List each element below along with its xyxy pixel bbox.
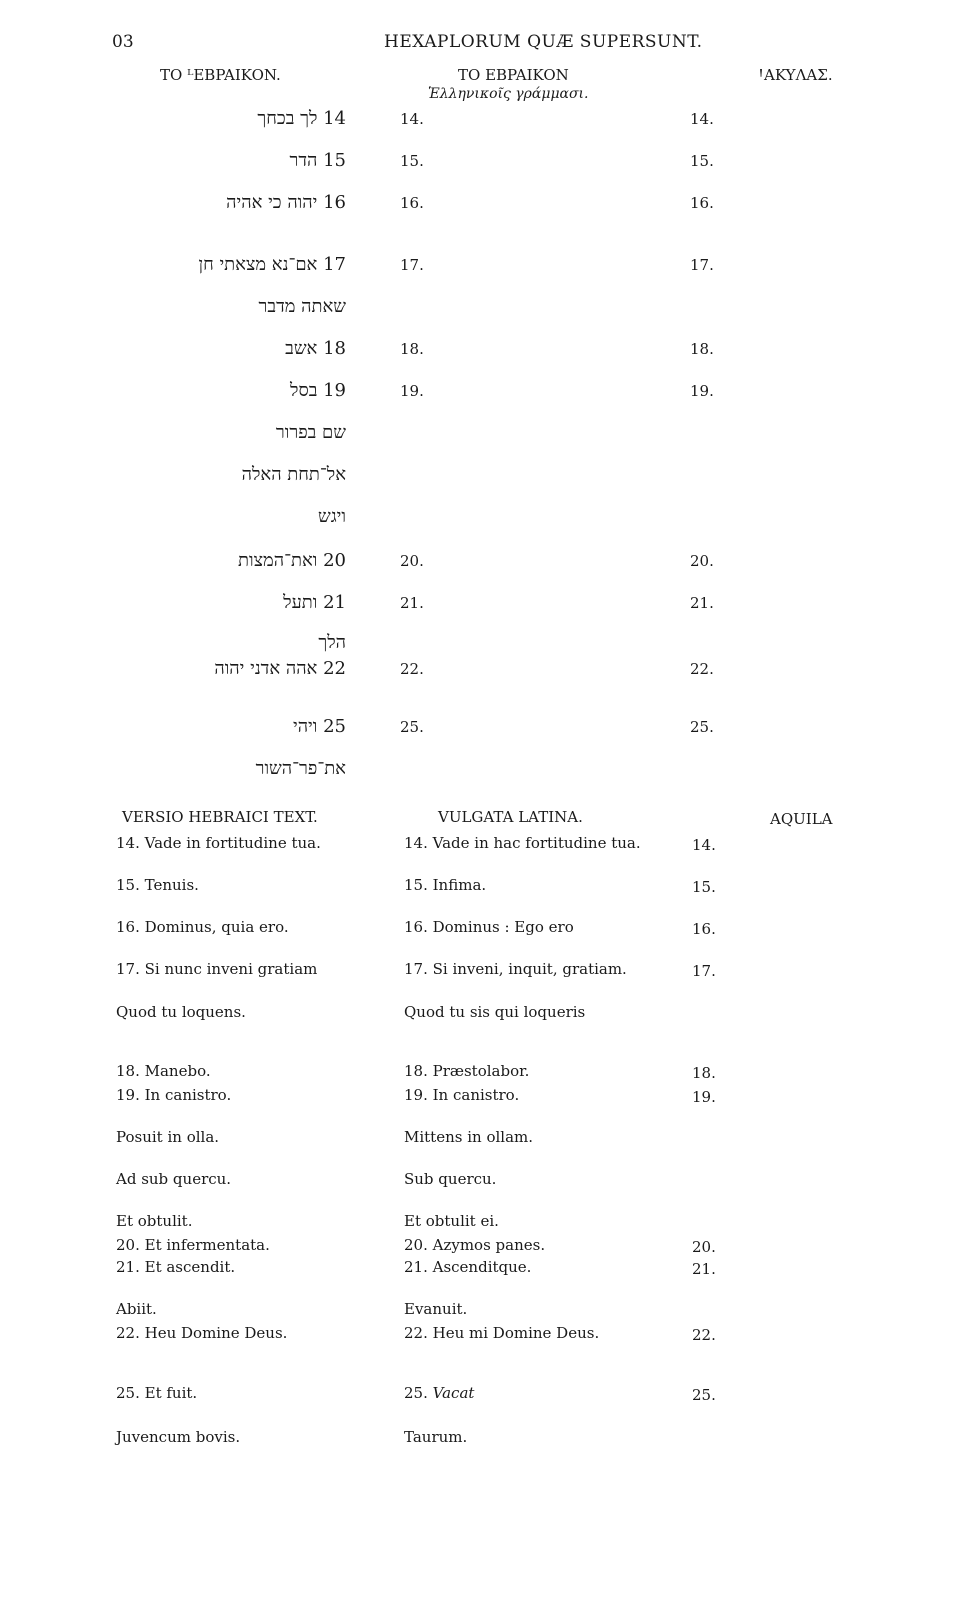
- aquila-verse-number: 19.: [690, 382, 714, 400]
- greek-verse-number: 22.: [400, 660, 424, 678]
- hebrew-line: 14 לך בכחך: [257, 108, 346, 129]
- aquila-verse-number: 16.: [690, 194, 714, 212]
- aquila-verse-number: 18.: [692, 1064, 716, 1082]
- greek-verse-number: 16.: [400, 194, 424, 212]
- versio-line: Quod tu loquens.: [116, 1003, 246, 1021]
- versio-line: 16. Dominus, quia ero.: [116, 918, 289, 936]
- hebrew-line: 17 אם־נא מצאתי חן: [198, 254, 346, 275]
- versio-line: Posuit in olla.: [116, 1128, 220, 1146]
- vulgata-line: 20. Azymos panes.: [404, 1236, 546, 1254]
- aquila-verse-number: 14.: [690, 110, 714, 128]
- versio-line: Juvencum bovis.: [116, 1428, 241, 1446]
- greek-verse-number: 19.: [400, 382, 424, 400]
- hebrew-line: 22 אהה אדני יהוה: [214, 658, 346, 679]
- greek-verse-number: 20.: [400, 552, 424, 570]
- vulgata-line: 22. Heu mi Domine Deus.: [404, 1324, 600, 1342]
- running-title: HEXAPLORUM QUÆ SUPERSUNT.: [384, 32, 703, 52]
- aquila-verse-number: 14.: [692, 836, 716, 854]
- greek-verse-number: 21.: [400, 594, 424, 612]
- aquila-verse-number: 22.: [690, 660, 714, 678]
- aquila-verse-number: 21.: [690, 594, 714, 612]
- greek-verse-number: 25.: [400, 718, 424, 736]
- header-aquila-greek: ꞋAKYΛAΣ.: [758, 66, 833, 84]
- hebrew-line: 20 ואת־המצות: [238, 550, 346, 571]
- hebrew-line: אל־תחת האלה: [241, 464, 346, 485]
- hebrew-line: שאתה מדבר: [258, 296, 346, 317]
- header-versio-hebraici: VERSIO HEBRAICI TEXT.: [122, 808, 318, 826]
- vulgata-line: Et obtulit ei.: [404, 1212, 499, 1230]
- vulgata-line: 21. Ascenditque.: [404, 1258, 532, 1276]
- header-vulgata-latina: VULGATA LATINA.: [438, 808, 583, 826]
- header-hebrew: TO ᴸEBPAIKON.: [160, 66, 281, 84]
- aquila-verse-number: 25.: [692, 1386, 716, 1404]
- hebrew-line: 21 ותעל: [283, 592, 346, 613]
- versio-line: Ad sub quercu.: [116, 1170, 232, 1188]
- hebrew-line: ויגש: [317, 506, 346, 527]
- versio-line: 14. Vade in fortitudine tua.: [116, 834, 321, 852]
- versio-line: 20. Et infermentata.: [116, 1236, 270, 1254]
- vulgata-line: 15. Infima.: [404, 876, 487, 894]
- hebrew-line: שם בפרור: [275, 422, 346, 443]
- aquila-verse-number: 15.: [690, 152, 714, 170]
- hebrew-line: 16 יהוה כי אהיה: [226, 192, 346, 213]
- hebrew-line: 18 אשב: [285, 338, 346, 359]
- hebrew-line: 15 הדר: [289, 150, 346, 171]
- aquila-verse-number: 18.: [690, 340, 714, 358]
- versio-line: Et obtulit.: [116, 1212, 193, 1230]
- page-number: 03: [112, 32, 134, 52]
- versio-line: 15. Tenuis.: [116, 876, 199, 894]
- aquila-verse-number: 19.: [692, 1088, 716, 1106]
- header-aquila: AQUILA: [770, 810, 833, 828]
- aquila-verse-number: 17.: [690, 256, 714, 274]
- vulgata-line: Sub quercu.: [404, 1170, 497, 1188]
- aquila-verse-number: 17.: [692, 962, 716, 980]
- vulgata-verse-number: 25.: [404, 1384, 428, 1402]
- vulgata-line: [404, 1384, 474, 1402]
- vulgata-line: 19. In canistro.: [404, 1086, 520, 1104]
- greek-verse-number: 15.: [400, 152, 424, 170]
- aquila-verse-number: 15.: [692, 878, 716, 896]
- aquila-verse-number: 22.: [692, 1326, 716, 1344]
- versio-line: 21. Et ascendit.: [116, 1258, 236, 1276]
- aquila-verse-number: 20.: [690, 552, 714, 570]
- greek-verse-number: 18.: [400, 340, 424, 358]
- hebrew-line: את־פר־השור: [255, 758, 346, 779]
- vulgata-line: 14. Vade in hac fortitudine tua.: [404, 834, 641, 852]
- versio-line: 19. In canistro.: [116, 1086, 232, 1104]
- versio-line: Abiit.: [116, 1300, 157, 1318]
- vulgata-line: Evanuit.: [404, 1300, 468, 1318]
- hebrew-line: 19 בסל: [290, 380, 346, 401]
- vulgata-vacat: Vacat: [432, 1384, 475, 1402]
- greek-verse-number: 17.: [400, 256, 424, 274]
- aquila-verse-number: 20.: [692, 1238, 716, 1256]
- vulgata-line: 18. Præstolabor.: [404, 1062, 530, 1080]
- vulgata-line: Quod tu sis qui loqueris: [404, 1003, 586, 1021]
- aquila-verse-number: 16.: [692, 920, 716, 938]
- hebrew-line: הלך: [318, 632, 346, 653]
- aquila-verse-number: 21.: [692, 1260, 716, 1278]
- header-greek-letters: TO EBPAIKON: [458, 66, 569, 84]
- vulgata-line: 17. Si inveni, inquit, gratiam.: [404, 960, 627, 978]
- vulgata-line: Mittens in ollam.: [404, 1128, 534, 1146]
- versio-line: 22. Heu Domine Deus.: [116, 1324, 288, 1342]
- versio-line: 17. Si nunc inveni gratiam: [116, 960, 318, 978]
- aquila-verse-number: 25.: [690, 718, 714, 736]
- vulgata-line: 16. Dominus : Ego ero: [404, 918, 574, 936]
- versio-line: 25. Et fuit.: [116, 1384, 198, 1402]
- versio-line: 18. Manebo.: [116, 1062, 211, 1080]
- hebrew-line: 25 ויהי: [292, 716, 346, 737]
- greek-verse-number: 14.: [400, 110, 424, 128]
- vulgata-line: Taurum.: [404, 1428, 468, 1446]
- header-greek-letters-sub: Ἑλληνικοῖς γράμμασι.: [428, 86, 589, 102]
